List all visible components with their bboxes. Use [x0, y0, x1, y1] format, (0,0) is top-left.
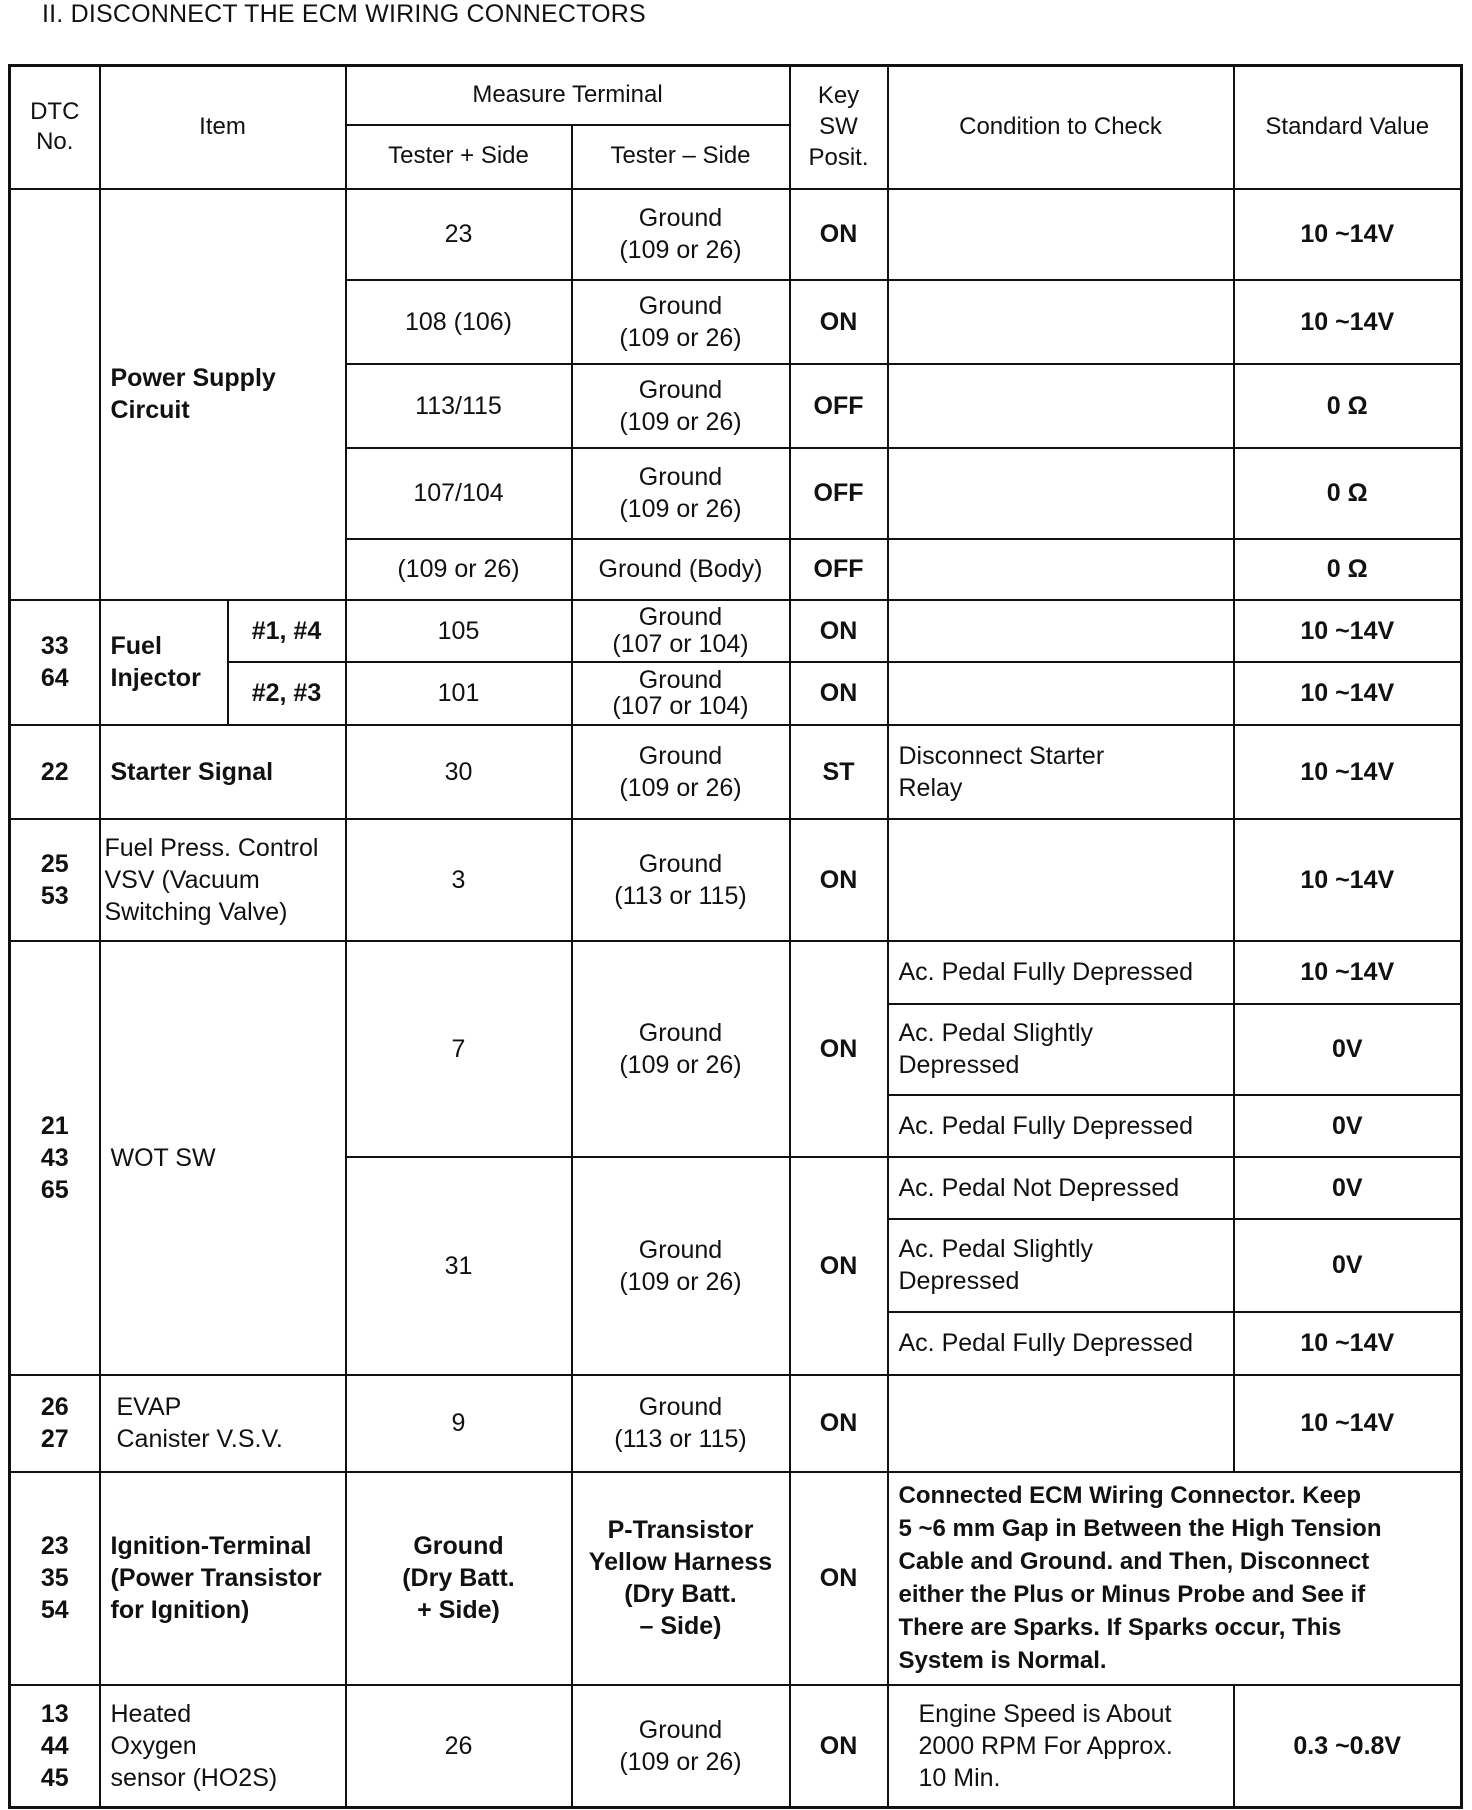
key-sw-cell: ON — [790, 280, 888, 364]
item-evap: EVAP Canister V.S.V. — [100, 1375, 346, 1472]
ecm-test-table — [8, 64, 1463, 1809]
key-sw-cell: ON — [790, 662, 888, 725]
condition-cell: Connected ECM Wiring Connector. Keep 5 ~6 mm Gap in Between the High Tension Cable and Ground. and Then, Disconnect either the Plus or Minus Probe and See if There are Sparks. If Sparks occur, This System is Normal. — [888, 1472, 1462, 1685]
condition-cell — [888, 1375, 1234, 1472]
header-dtc: DTC No. — [10, 66, 100, 189]
key-sw-cell: ON — [790, 1685, 888, 1808]
dtc-cell: 33 64 — [10, 600, 100, 725]
header-tester-plus: Tester + Side — [346, 125, 572, 189]
tester-plus-cell: 107/104 — [346, 448, 572, 539]
table-row — [10, 662, 1462, 725]
header-standard-value: Standard Value — [1234, 66, 1462, 189]
standard-value-cell: 0.3 ~0.8V — [1234, 1685, 1462, 1808]
standard-value-cell: 10 ~14V — [1234, 819, 1462, 941]
tester-plus-cell: 31 — [346, 1157, 572, 1375]
tester-plus-cell: 105 — [346, 600, 572, 662]
dtc-cell: 21 43 65 — [10, 941, 100, 1375]
key-sw-cell: OFF — [790, 364, 888, 448]
standard-value-cell: 0 Ω — [1234, 364, 1462, 448]
key-sw-cell: OFF — [790, 448, 888, 539]
tester-minus-cell: Ground (109 or 26) — [572, 941, 790, 1157]
standard-value-cell: 10 ~14V — [1234, 662, 1462, 725]
key-sw-cell: ON — [790, 1472, 888, 1685]
tester-plus-cell: (109 or 26) — [346, 539, 572, 600]
injector-sub-cell: #1, #4 — [228, 600, 346, 662]
dtc-cell: 23 35 54 — [10, 1472, 100, 1685]
tester-minus-cell: Ground (109 or 26) — [572, 189, 790, 280]
standard-value-cell: 10 ~14V — [1234, 280, 1462, 364]
header-condition: Condition to Check — [888, 66, 1234, 189]
tester-plus-cell: 26 — [346, 1685, 572, 1808]
injector-sub-cell: #2, #3 — [228, 662, 346, 725]
table-row — [10, 941, 1462, 1004]
standard-value-cell: 10 ~14V — [1234, 600, 1462, 662]
table-row — [10, 1472, 1462, 1685]
standard-value-cell: 0 Ω — [1234, 539, 1462, 600]
tester-minus-cell: Ground (107 or 104) — [572, 662, 790, 725]
condition-cell: Engine Speed is About 2000 RPM For Approx. 10 Min. — [888, 1685, 1234, 1808]
standard-value-cell: 0V — [1234, 1219, 1462, 1312]
condition-cell — [888, 189, 1234, 280]
key-sw-cell: ON — [790, 941, 888, 1157]
item-ho2s: Heated Oxygen sensor (HO2S) — [100, 1685, 346, 1808]
standard-value-cell: 0V — [1234, 1157, 1462, 1219]
page-title: II. DISCONNECT THE ECM WIRING CONNECTORS — [42, 0, 646, 28]
tester-minus-cell: Ground (109 or 26) — [572, 364, 790, 448]
key-sw-cell: OFF — [790, 539, 888, 600]
tester-minus-cell: Ground (Body) — [572, 539, 790, 600]
header-row-1 — [10, 66, 1462, 125]
standard-value-cell: 10 ~14V — [1234, 941, 1462, 1004]
header-measure-terminal: Measure Terminal — [346, 66, 790, 125]
tester-minus-cell: Ground (113 or 115) — [572, 819, 790, 941]
item-wot-sw: WOT SW — [100, 941, 346, 1375]
item-fuel-press-vsv: Fuel Press. Control VSV (Vacuum Switching Valve) — [100, 819, 346, 941]
table-row — [10, 725, 1462, 819]
key-sw-cell: ON — [790, 1375, 888, 1472]
tester-minus-cell: Ground (109 or 26) — [572, 725, 790, 819]
tester-minus-cell: Ground (109 or 26) — [572, 1157, 790, 1375]
condition-cell: Ac. Pedal Slightly Depressed — [888, 1219, 1234, 1312]
key-sw-cell: ON — [790, 1157, 888, 1375]
tester-plus-cell: 108 (106) — [346, 280, 572, 364]
item-power-supply: Power Supply Circuit — [100, 189, 346, 600]
dtc-cell: 13 44 45 — [10, 1685, 100, 1808]
tester-plus-cell: 101 — [346, 662, 572, 725]
key-sw-cell: ST — [790, 725, 888, 819]
condition-cell: Ac. Pedal Fully Depressed — [888, 1312, 1234, 1375]
condition-cell — [888, 662, 1234, 725]
table-row — [10, 1375, 1462, 1472]
condition-cell: Ac. Pedal Slightly Depressed — [888, 1004, 1234, 1095]
tester-plus-cell: 113/115 — [346, 364, 572, 448]
item-fuel-injector: Fuel Injector — [100, 600, 228, 725]
condition-cell — [888, 364, 1234, 448]
tester-minus-cell: Ground (109 or 26) — [572, 1685, 790, 1808]
tester-minus-cell: Ground (109 or 26) — [572, 280, 790, 364]
item-ignition: Ignition-Terminal (Power Transistor for Ignition) — [100, 1472, 346, 1685]
condition-cell — [888, 600, 1234, 662]
tester-minus-cell: Ground (109 or 26) — [572, 448, 790, 539]
standard-value-cell: 10 ~14V — [1234, 1375, 1462, 1472]
condition-cell: Disconnect Starter Relay — [888, 725, 1234, 819]
tester-plus-cell: Ground (Dry Batt. + Side) — [346, 1472, 572, 1685]
tester-minus-cell: Ground (113 or 115) — [572, 1375, 790, 1472]
condition-cell: Ac. Pedal Fully Depressed — [888, 941, 1234, 1004]
condition-cell: Ac. Pedal Not Depressed — [888, 1157, 1234, 1219]
standard-value-cell: 10 ~14V — [1234, 1312, 1462, 1375]
key-sw-cell: ON — [790, 819, 888, 941]
tester-plus-cell: 3 — [346, 819, 572, 941]
condition-cell: Ac. Pedal Fully Depressed — [888, 1095, 1234, 1157]
table-row — [10, 600, 1462, 662]
standard-value-cell: 0 Ω — [1234, 448, 1462, 539]
standard-value-cell: 0V — [1234, 1095, 1462, 1157]
table-row — [10, 189, 1462, 280]
tester-plus-cell: 30 — [346, 725, 572, 819]
header-key-sw: Key SW Posit. — [790, 66, 888, 189]
condition-cell — [888, 539, 1234, 600]
header-item: Item — [100, 66, 346, 189]
dtc-cell: 26 27 — [10, 1375, 100, 1472]
tester-minus-cell: Ground (107 or 104) — [572, 600, 790, 662]
dtc-cell: 22 — [10, 725, 100, 819]
table-row — [10, 1685, 1462, 1808]
item-starter-signal: Starter Signal — [100, 725, 346, 819]
tester-minus-cell: P-Transistor Yellow Harness (Dry Batt. – Side) — [572, 1472, 790, 1685]
tester-plus-cell: 23 — [346, 189, 572, 280]
standard-value-cell: 10 ~14V — [1234, 725, 1462, 819]
tester-plus-cell: 7 — [346, 941, 572, 1157]
table-row — [10, 819, 1462, 941]
dtc-cell: 25 53 — [10, 819, 100, 941]
condition-cell — [888, 448, 1234, 539]
key-sw-cell: ON — [790, 189, 888, 280]
condition-cell — [888, 280, 1234, 364]
tester-plus-cell: 9 — [346, 1375, 572, 1472]
standard-value-cell: 10 ~14V — [1234, 189, 1462, 280]
standard-value-cell: 0V — [1234, 1004, 1462, 1095]
header-tester-minus: Tester – Side — [572, 125, 790, 189]
key-sw-cell: ON — [790, 600, 888, 662]
condition-cell — [888, 819, 1234, 941]
dtc-cell — [10, 189, 100, 600]
